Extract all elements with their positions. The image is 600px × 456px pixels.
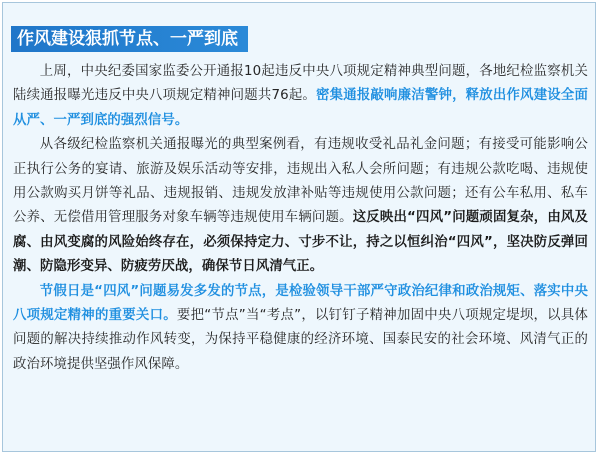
paragraph-1-highlight: 密集通报敲响廉洁警钟，释放出作风建设全面从严、一严到底的强烈信号。 xyxy=(13,88,588,128)
paragraph-1 xyxy=(13,60,588,133)
paragraph-3-text: 要把“节点”当“考点”，以钉钉子精神加固中央八项规定堤坝，以具体问题的解决持续推动作风转变，为保持平稳健康的经济环境、国泰民安的社会环境、风清气正的政治环境提供坚强作风保障。 xyxy=(13,308,588,372)
paragraph-2-bold: 这反映出“四风”问题顽固复杂，由风及腐、由风变腐的风险始终存在，必须保持定力、寸步不让，持之以恒纠治“四风”，坚决防反弹回潮、防隐形变异、防疲劳厌战，确保节日风清气正。 xyxy=(13,210,589,275)
section-title: 作风建设狠抓节点、一严到底 xyxy=(11,26,248,52)
paragraph-2 xyxy=(13,133,588,279)
paragraph-3 xyxy=(13,280,588,378)
paragraph-3-highlight: 节假日是“四风”问题易发多发的节点，是检验领导干部严守政治纪律和政治规矩、落实中央八项规定精神的重要关口。 xyxy=(13,283,588,324)
paragraph-1-text: 上周，中央纪委国家监委公开通报10起违反中央八项规定精神典型问题，各地纪检监察机关陆续通报曝光违反中央八项规定精神问题共76起。 xyxy=(13,64,588,104)
article-body xyxy=(13,60,588,377)
paragraph-2-text: 从各级纪检监察机关通报曝光的典型案例看，有违规收受礼品礼金问题；有接受可能影响公正执行公务的宴请、旅游及娱乐活动等安排，违规出入私人会所问题；有违规公款吃喝、违规使用公款购买月饼等礼品、违规报销、违规发放津补贴等违规使用公款问题；还有公车私用、私车公养、无偿借用管理服务对象车辆等违规使用车辆问题。 xyxy=(13,137,588,226)
article-card xyxy=(2,2,596,452)
